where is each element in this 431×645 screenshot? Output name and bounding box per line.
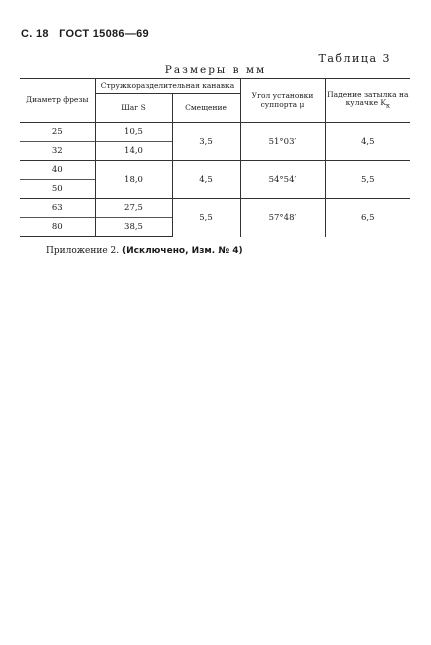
appendix-note	[46, 246, 243, 256]
header-diameter: Диаметр фрезы	[20, 79, 95, 123]
header-drop	[325, 79, 410, 123]
header-groove-group: Стружкоразделительная канавка	[95, 79, 240, 94]
page-header	[21, 28, 149, 40]
cell-drop: 5,5	[325, 161, 410, 199]
cell-diameter: 80	[20, 218, 95, 237]
cell-angle: 54°54′	[240, 161, 325, 199]
standard-code: ГОСТ 15086—69	[59, 28, 149, 40]
cell-drop: 4,5	[325, 123, 410, 161]
dimensions-table	[20, 78, 410, 237]
cell-diameter: 63	[20, 199, 95, 218]
cell-diameter: 40	[20, 161, 95, 180]
table-label: Таблица 3	[318, 52, 391, 65]
cell-pitch: 38,5	[95, 218, 172, 237]
cell-pitch: 27,5	[95, 199, 172, 218]
cell-pitch: 18,0	[95, 161, 172, 199]
cell-offset: 5,5	[172, 199, 240, 237]
cell-angle: 57°48′	[240, 199, 325, 237]
cell-offset: 4,5	[172, 161, 240, 199]
cell-diameter: 25	[20, 123, 95, 142]
cell-diameter: 50	[20, 180, 95, 199]
cell-diameter: 32	[20, 142, 95, 161]
cell-offset: 3,5	[172, 123, 240, 161]
header-pitch: Шаг S	[95, 94, 172, 123]
table-row	[20, 123, 410, 142]
cell-drop: 6,5	[325, 199, 410, 237]
header-drop-text: Падение затылка на кулачке K	[327, 89, 409, 108]
cell-angle: 51°03′	[240, 123, 325, 161]
table-row	[20, 161, 410, 180]
units-caption: Размеры в мм	[164, 64, 267, 76]
header-offset: Смещение	[172, 94, 240, 123]
cell-pitch: 14,0	[95, 142, 172, 161]
note-bold: (Исключено, Изм. № 4)	[122, 246, 243, 256]
header-angle: Угол установки суппорта μ	[240, 79, 325, 123]
cell-pitch: 10,5	[95, 123, 172, 142]
note-text: Приложение 2.	[46, 246, 120, 256]
page-number: С. 18	[21, 28, 49, 40]
header-drop-subscript: к	[386, 102, 390, 110]
table-row	[20, 199, 410, 218]
